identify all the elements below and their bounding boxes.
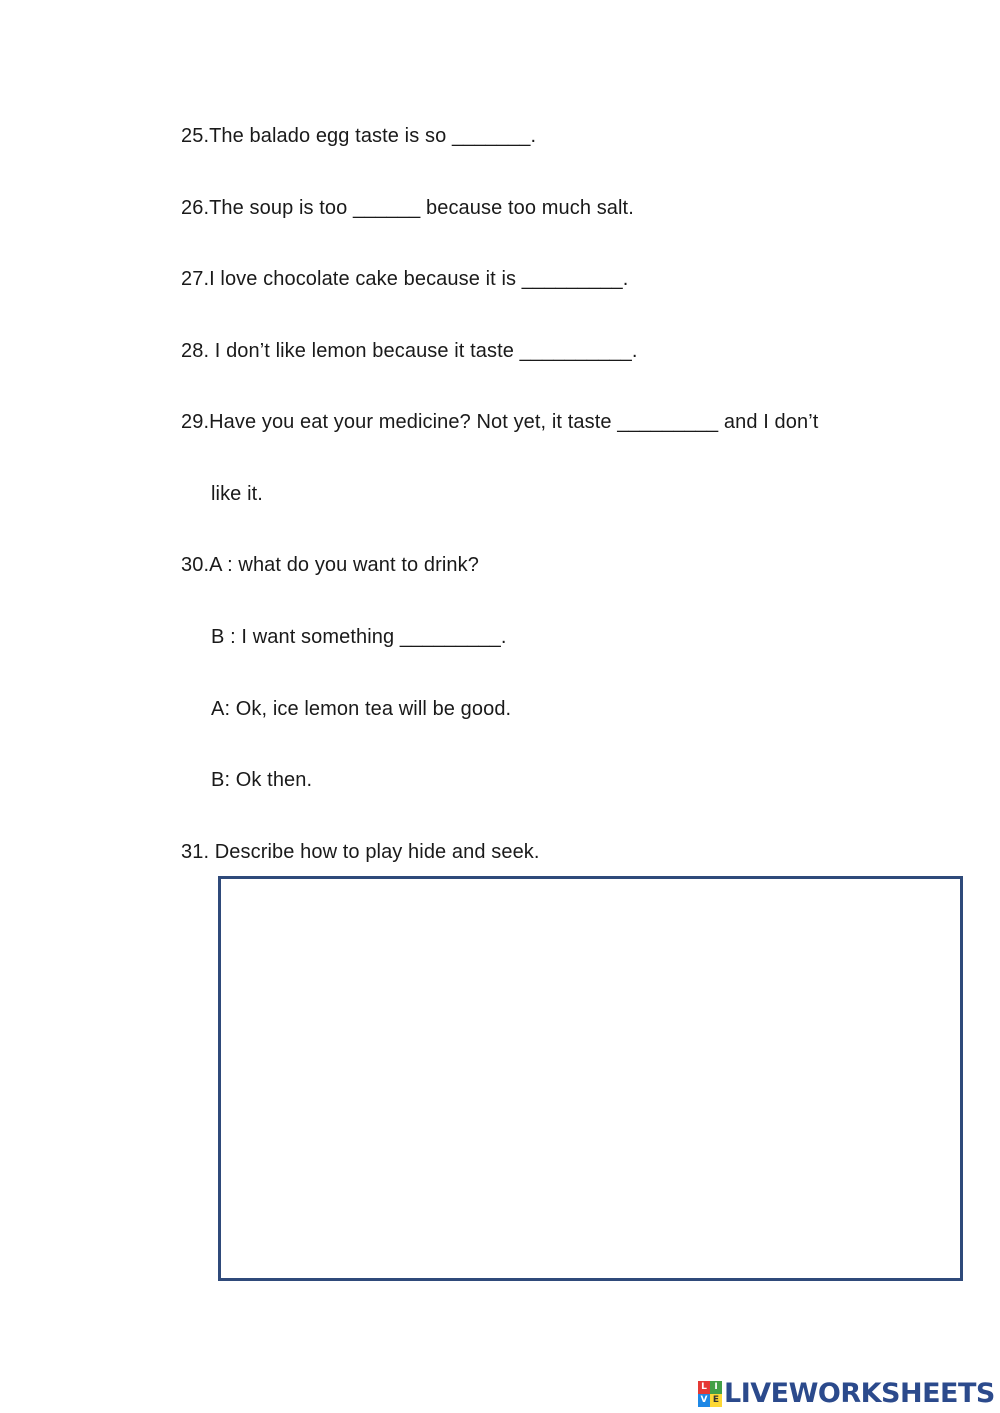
question-30-line-4: B: Ok then. <box>211 769 313 791</box>
logo-letter-v: V <box>698 1394 710 1407</box>
question-29-line-1: 29.Have you eat your medicine? Not yet, it taste _________ and I don’t <box>181 411 819 433</box>
liveworksheets-wordmark: LIVEWORKSHEETS <box>724 1378 995 1409</box>
logo-letter-l: L <box>698 1381 710 1394</box>
question-29-line-2: like it. <box>211 483 263 505</box>
question-27: 27.I love chocolate cake because it is _________. <box>181 268 629 290</box>
logo-letter-i: I <box>710 1381 722 1394</box>
question-26: 26.The soup is too ______ because too much salt. <box>181 197 634 219</box>
liveworksheets-brand <box>698 1378 995 1410</box>
question-30-line-1: 30.A : what do you want to drink? <box>181 554 479 576</box>
answer-text-box[interactable] <box>218 876 963 1281</box>
liveworksheets-logo-icon <box>698 1381 722 1407</box>
question-30-line-2: B : I want something _________. <box>211 626 507 648</box>
question-25: 25.The balado egg taste is so _______. <box>181 125 537 147</box>
question-31: 31. Describe how to play hide and seek. <box>181 841 540 863</box>
question-30-line-3: A: Ok, ice lemon tea will be good. <box>211 698 512 720</box>
logo-letter-e: E <box>710 1394 722 1407</box>
question-28: 28. I don’t like lemon because it taste __________. <box>181 340 638 362</box>
